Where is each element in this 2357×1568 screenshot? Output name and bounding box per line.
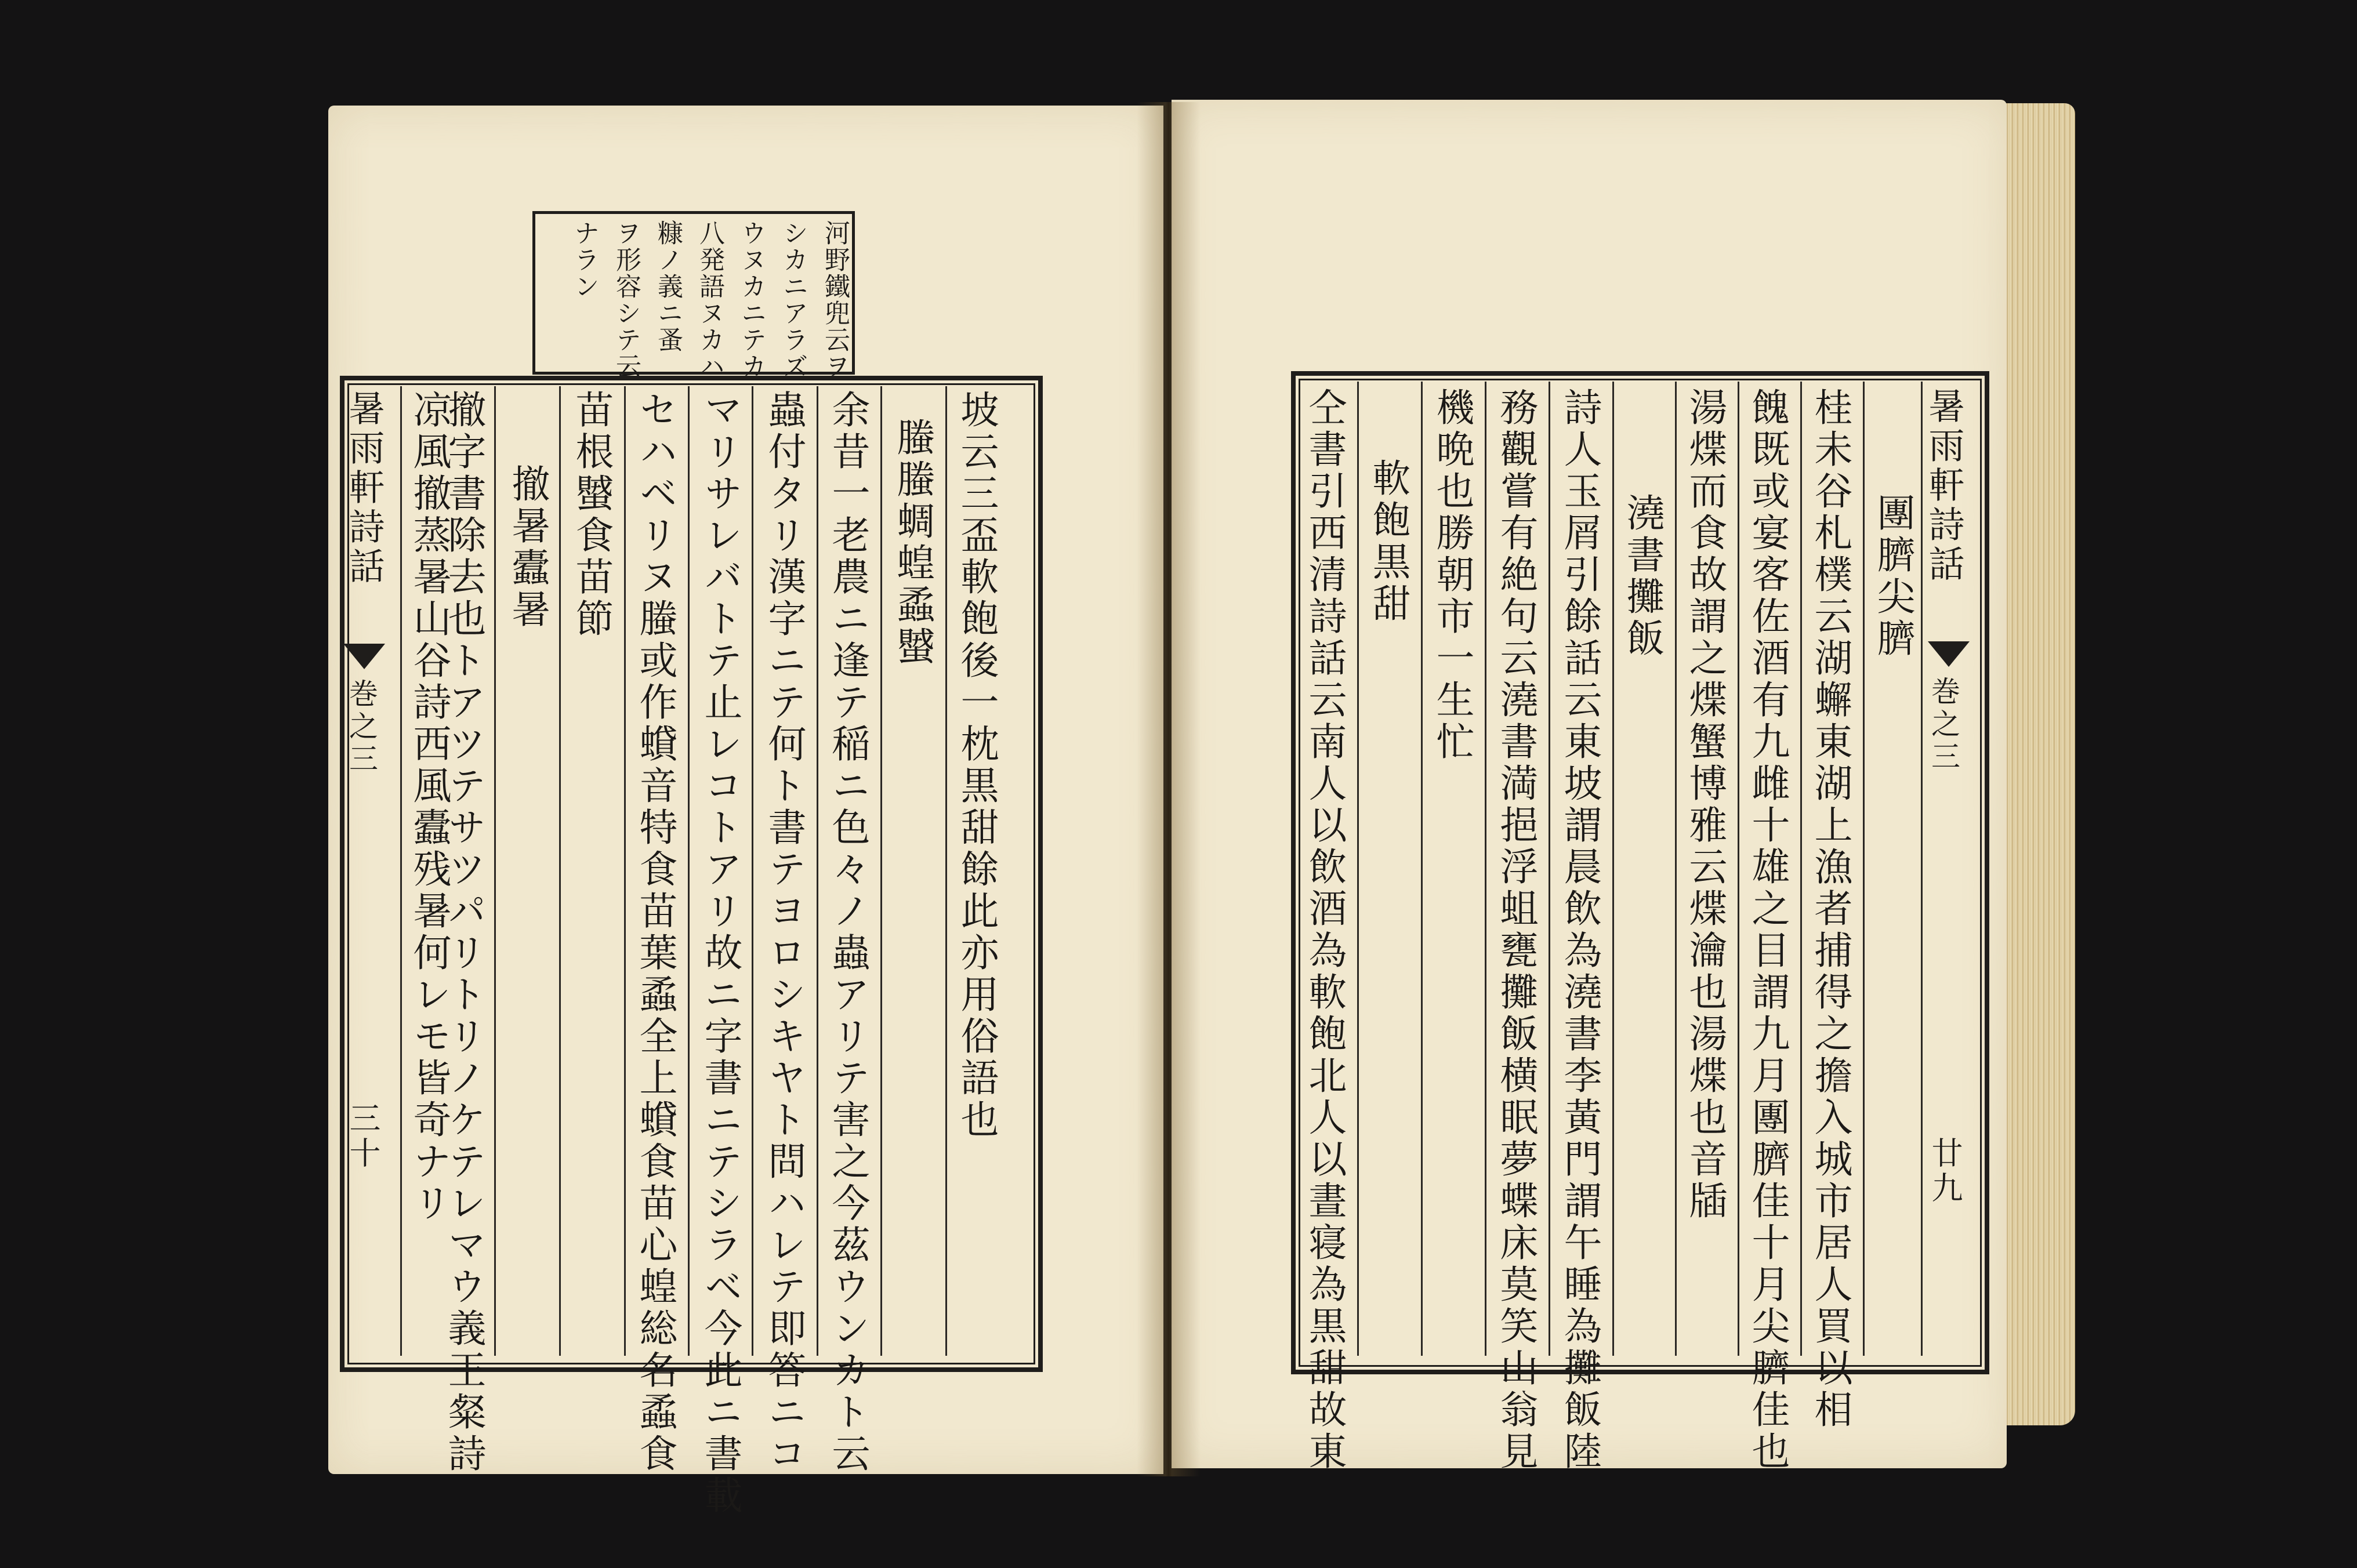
- text-column: 撤暑蠹暑: [505, 464, 550, 631]
- text-column: 團臍尖臍: [1870, 493, 1915, 660]
- note-line: 八発語ヌカハ: [695, 220, 724, 380]
- column-rule: [1738, 382, 1739, 1356]
- column-rule: [752, 386, 753, 1356]
- text-column: 仝書引西清詩話云南人以飲酒為軟飽北人以晝寝為黒甜故東: [1302, 387, 1347, 1473]
- column-rule: [624, 386, 626, 1356]
- text-column: 凉風撤蒸暑山谷詩西風蠹残暑何レモ皆奇ナリ: [407, 390, 451, 1225]
- text-column: 螣螣蜩蝗蟊蠈: [890, 418, 935, 668]
- note-line: 糠ノ義ニ蚤: [653, 220, 683, 353]
- column-rule: [1921, 382, 1923, 1356]
- column-rule: [1357, 382, 1359, 1356]
- column-rule: [1675, 382, 1677, 1356]
- text-column: 撤字書除去也トアツテサツパリトリノケテレマウ義王粲詩: [441, 390, 486, 1475]
- note-line: ウヌカニテカ: [737, 220, 766, 380]
- block-title: 暑雨軒詩話: [343, 390, 385, 587]
- note-line: シカニアラズ: [778, 220, 808, 380]
- text-column: 澆書攤飯: [1620, 493, 1665, 660]
- block-page-number: 廿九: [1927, 1137, 1963, 1206]
- note-line: ナラン: [570, 220, 599, 300]
- block-title: 暑雨軒詩話: [1923, 387, 1965, 585]
- column-rule: [1800, 382, 1802, 1356]
- text-column: 坡云三盃軟飽後一枕黒甜餘此亦用俗語也: [954, 390, 999, 1141]
- column-rule: [494, 386, 496, 1356]
- column-rule: [1612, 382, 1614, 1356]
- block-volume: 巻之三: [345, 678, 378, 776]
- note-line: ヲ形容シテ云: [611, 220, 641, 380]
- column-rule: [400, 386, 402, 1356]
- column-rule: [1863, 382, 1865, 1356]
- text-column: マリサレバトテ止レコトアリ故ニ字書ニテシラベ今此ニ書載: [698, 390, 742, 1517]
- column-rule: [1549, 382, 1550, 1356]
- block-page-number: 三十: [345, 1102, 381, 1171]
- text-column: 軟飽黒甜: [1366, 458, 1410, 625]
- column-rule: [559, 386, 561, 1356]
- column-rule: [1421, 382, 1423, 1356]
- column-rule: [880, 386, 882, 1356]
- text-column: 湯煠而食故謂之煠蟹博雅云煠瀹也湯煠也音牐: [1682, 387, 1727, 1222]
- text-column: 餽既或宴客佐酒有九雌十雄之目謂九月團臍佳十月尖臍佳也: [1745, 387, 1790, 1473]
- column-rule: [817, 386, 818, 1356]
- text-column: 蟲付タリ漢字ニテ何ト書テヨロシキヤト問ハレテ即答ニコ: [762, 390, 806, 1475]
- marginal-note-box: [532, 211, 855, 380]
- column-rule: [1485, 382, 1486, 1356]
- text-column: 務觀嘗有絶句云澆書満挹浮蛆甕攤飯横眠夢蝶床莫笑山翁見: [1493, 387, 1538, 1473]
- text-column: 詩人玉屑引餘話云東坡謂晨飲為澆書李黃門謂午睡為攤飯陸: [1557, 387, 1602, 1473]
- block-volume: 巻之三: [1927, 676, 1960, 774]
- text-column: 桂未谷札樸云湖蠏東湖上漁者捕得之擔入城市居人買以相: [1808, 387, 1852, 1431]
- book-gutter: [1137, 102, 1201, 1476]
- note-line: 河野鐵兜云ヲ: [820, 220, 850, 380]
- text-column: 苗根蠈食苗節: [569, 390, 614, 640]
- text-column: セハベリヌ螣或作蟘音特食苗葉蟊全上蟘食苗心蝗総名蟊食: [633, 390, 677, 1475]
- text-column: 機晩也勝朝市一生忙: [1430, 387, 1474, 763]
- text-column: 余昔一老農ニ逢テ稲ニ色々ノ蟲アリテ害之今茲ウンカト云: [825, 390, 870, 1475]
- column-rule: [688, 386, 690, 1356]
- column-rule: [945, 386, 947, 1356]
